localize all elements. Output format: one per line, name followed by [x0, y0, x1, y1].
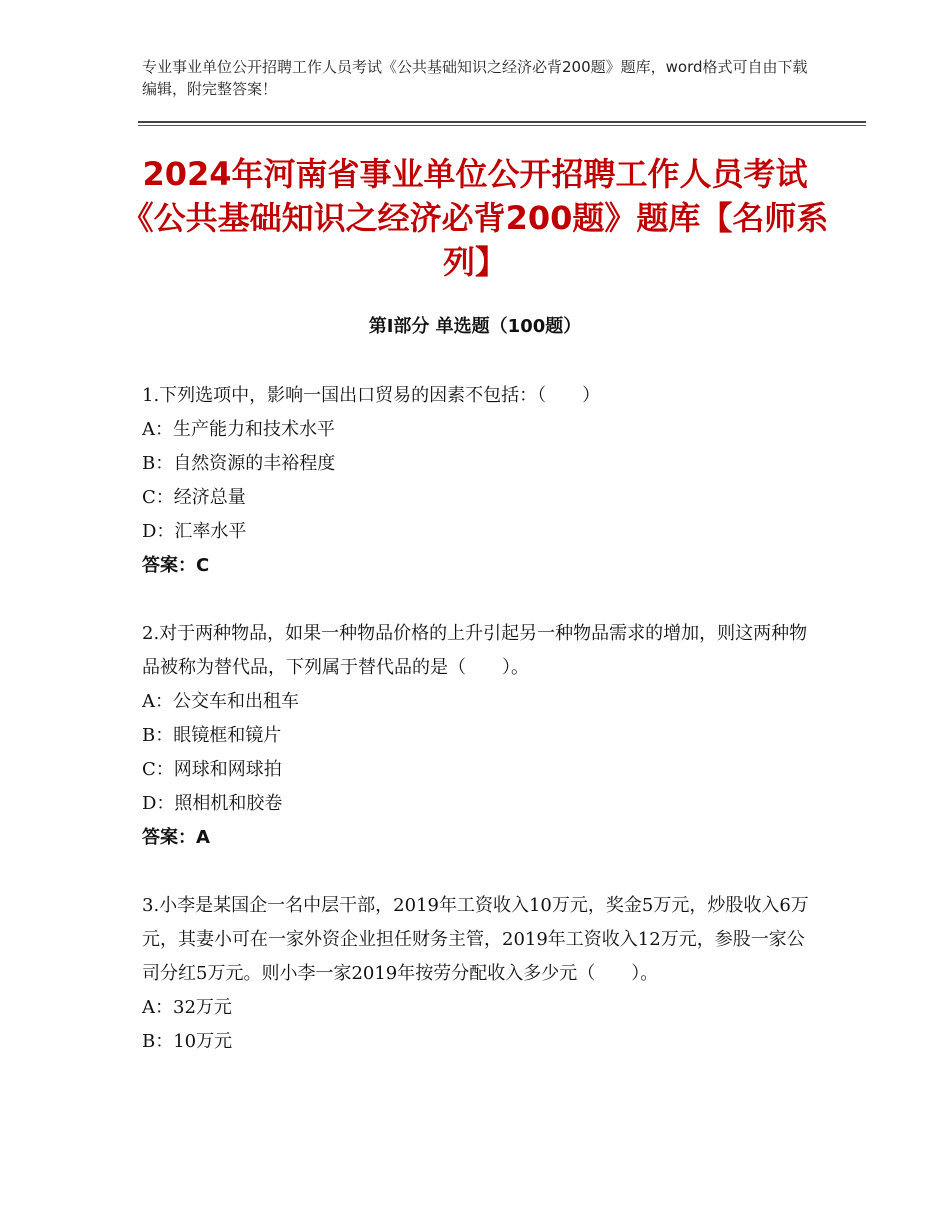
option-a: A：生产能力和技术水平: [142, 419, 335, 440]
section-heading: 第Ⅰ部分 单选题（100题）: [368, 316, 582, 337]
header-note: 专业事业单位公开招聘工作人员考试《公共基础知识之经济必背200题》题库，word格式可自由下载编辑，附完整答案！: [142, 58, 808, 98]
header-rule-thick: [138, 121, 866, 123]
answer: 答案：A: [142, 827, 210, 848]
option-d: D：汇率水平: [142, 521, 247, 542]
option-b: B：10万元: [142, 1031, 233, 1052]
header-rule-thin: [138, 125, 866, 126]
option-c: C：经济总量: [142, 487, 246, 508]
spacer: [142, 583, 812, 617]
question-2: [142, 617, 812, 855]
question-1: [142, 379, 812, 583]
option-a: A：32万元: [142, 997, 232, 1018]
question-text: 1.下列选项中，影响一国出口贸易的因素不包括：（ ）: [142, 385, 601, 406]
question-text: 3.小李是某国企一名中层干部，2019年工资收入10万元，奖金5万元，炒股收入6万元，其妻小可在一家外资企业担任财务主管，2019年工资收入12万元，参股一家公司分红5万元。则小李一家2019年按劳分配收入多少元（ ）。: [142, 895, 809, 984]
option-c: C：网球和网球拍: [142, 759, 282, 780]
option-b: B：自然资源的丰裕程度: [142, 453, 336, 474]
spacer: [142, 855, 812, 889]
document-title: 2024年河南省事业单位公开招聘工作人员考试《公共基础知识之经济必背200题》题库【名师系列】: [121, 155, 829, 281]
option-b: B：眼镜框和镜片: [142, 725, 282, 746]
option-d: D：照相机和胶卷: [142, 793, 283, 814]
question-list: [142, 379, 812, 1059]
question-3: [142, 889, 812, 1059]
answer: 答案：C: [142, 555, 210, 576]
option-a: A：公交车和出租车: [142, 691, 299, 712]
question-text: 2.对于两种物品，如果一种物品价格的上升引起另一种物品需求的增加，则这两种物品被称为替代品，下列属于替代品的是（ ）。: [142, 623, 808, 678]
